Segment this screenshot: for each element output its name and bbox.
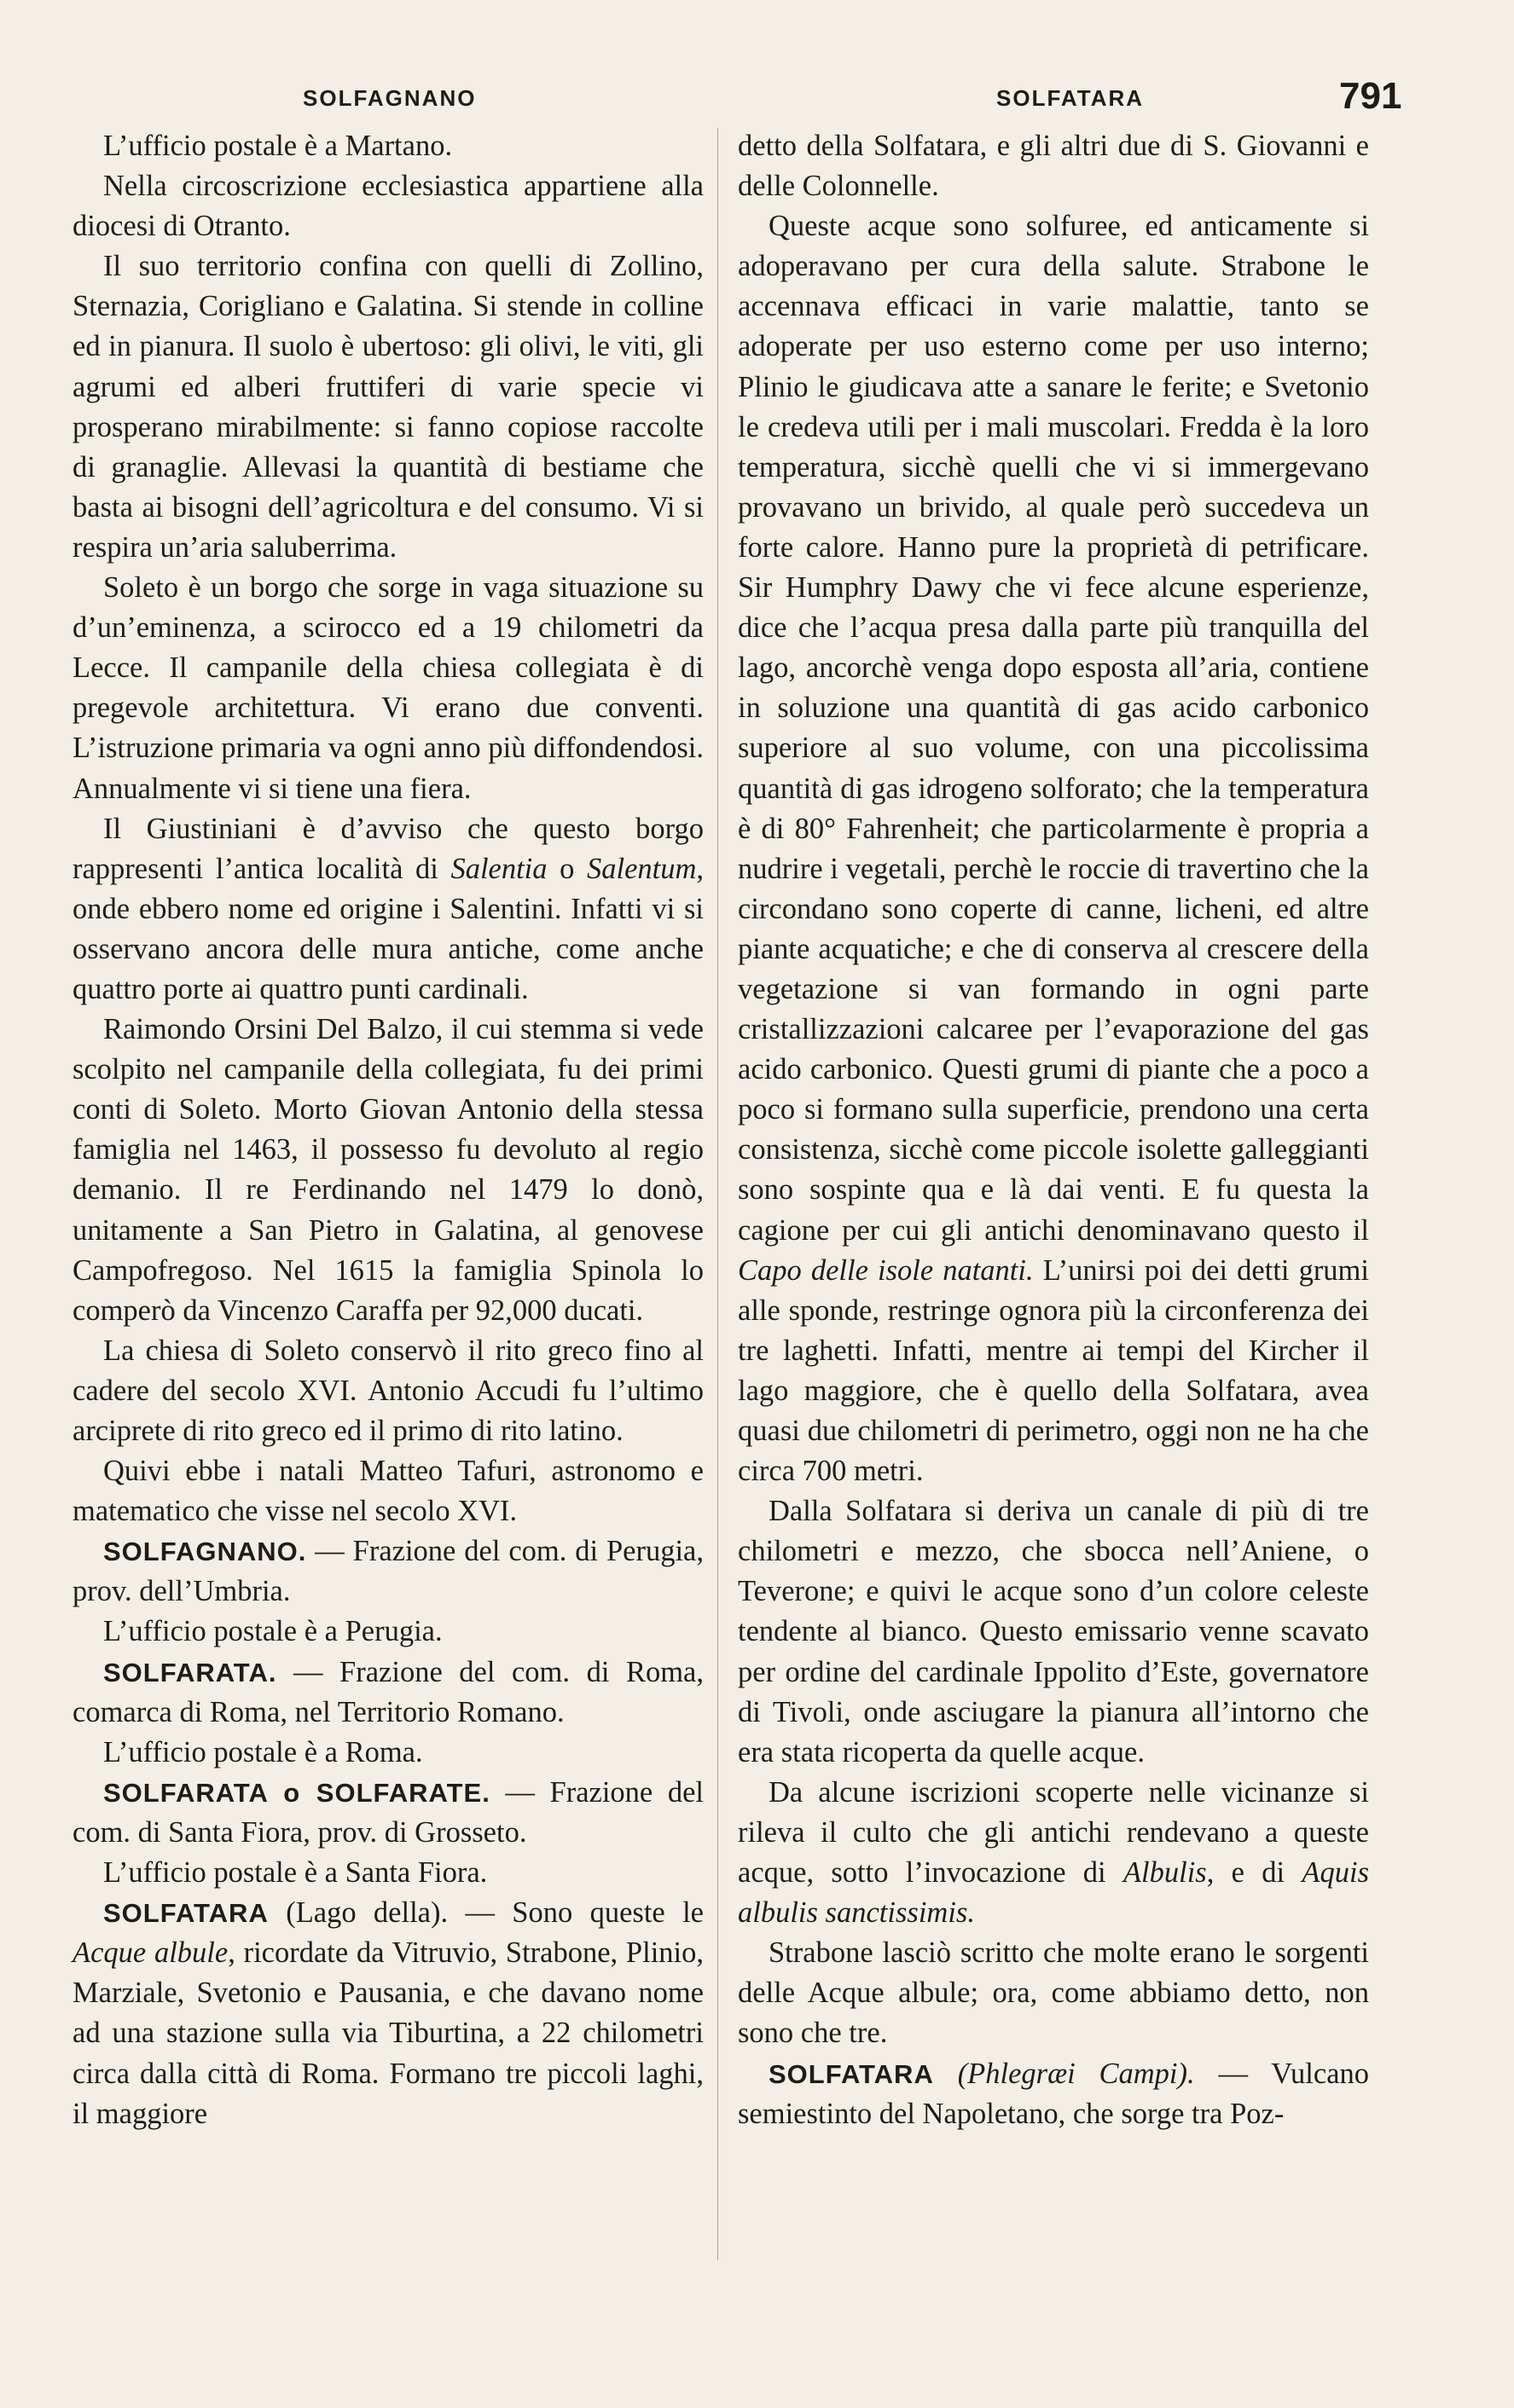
paragraph: L’ufficio postale è a Martano. xyxy=(103,130,453,162)
running-head-right: SOLFATARA xyxy=(996,85,1145,111)
entry-headword: SOLFARATA. xyxy=(103,1657,277,1687)
paragraph xyxy=(73,809,704,1010)
entry-solfagnano xyxy=(73,1531,704,1612)
text-run: , onde ebbero nome ed origine i Salentini. Infatti vi si osservano ancora delle mura antiche, come anche quattro porte ai quattro punti cardinali. xyxy=(73,852,705,1005)
entry-solfarata-solfarate xyxy=(73,1773,704,1853)
paragraph: Soleto è un borgo che sorge in vaga situazione su d’un’eminenza, a scirocco ed a 19 chilometri da Lecce. Il campanile della chiesa collegiata è di pregevole architettura. Vi erano due conventi. L’istruzione primaria va ogni anno più diffondendosi. Annualmente vi si tiene una fiera. xyxy=(73,571,704,805)
paragraph: Nella circoscrizione ecclesiastica appartiene alla diocesi di Otranto. xyxy=(73,170,704,243)
italic-term: Capo delle isole natanti. xyxy=(738,1253,1034,1287)
paragraph: Raimondo Orsini Del Balzo, il cui stemma si vede scolpito nel campanile della collegiata, fu dei primi conti di Soleto. Morto Giovan Antonio della stessa famiglia nel 1463, il possesso fu devoluto al regio demanio. Il re Ferdinando nel 1479 lo donò, unitamente a San Pietro in Galatina, al genovese Campofregoso. Nel 1615 la famiglia Spinola lo comperò da Vincenzo Caraffa per 92,000 ducati. xyxy=(73,1013,704,1327)
entry-text: — Frazione del com. di Perugia, prov. dell’Umbria. xyxy=(73,1535,704,1608)
paragraph: Strabone lasciò scritto che molte erano le sorgenti delle Acque albule; ora, come abbiamo detto, non sono che tre. xyxy=(738,1936,1369,2050)
entry-postal-note: L’ufficio postale è a Roma. xyxy=(103,1735,423,1768)
text-run: Il Giustiniani è d’avviso che questo borgo rappresenti l’antica località di xyxy=(73,812,704,885)
paragraph: Quivi ebbe i natali Matteo Tafuri, astronomo e matematico che visse nel secolo XVI. xyxy=(73,1455,704,1528)
entry-text: — Frazione del com. di Roma, comarca di Roma, nel Territorio Romano. xyxy=(73,1655,704,1728)
italic-term: (Phlegræi Campi). xyxy=(957,2057,1195,2090)
entry-postal-note: L’ufficio postale è a Perugia. xyxy=(103,1615,443,1648)
entry-headword: SOLFATARA xyxy=(103,1898,269,1929)
entry-headword: SOLFAGNANO. xyxy=(103,1537,307,1567)
entry-solfatara-phlegraei xyxy=(738,2054,1369,2134)
italic-term: Aquis albulis sanctissimis. xyxy=(738,1856,1369,1930)
entry-headword: SOLFATARA xyxy=(769,2058,934,2089)
text-run: , e di xyxy=(1206,1856,1302,1890)
right-column xyxy=(738,126,1369,2134)
entry-text: — Frazione del com. di Santa Fiora, prov. di Grosseto. xyxy=(73,1775,704,1849)
entry-text: (Lago della). — Sono queste le xyxy=(268,1896,704,1930)
paragraph: La chiesa di Soleto conservò il rito greco fino al cadere del secolo XVI. Antonio Accudi fu l’ultimo arciprete di rito greco ed il primo di rito latino. xyxy=(73,1334,704,1447)
italic-term: Albulis xyxy=(1122,1856,1207,1890)
entry-postal-note: L’ufficio postale è a Santa Fiora. xyxy=(103,1856,488,1890)
entry-text: — Vulcano semiestinto del Napoletano, che sorge tra Poz- xyxy=(738,2057,1370,2130)
left-column xyxy=(73,126,704,2134)
italic-term: Salentia xyxy=(450,852,548,885)
italic-term: Salentum xyxy=(586,852,697,885)
text-run: Da alcune iscrizioni scoperte nelle vicinanze si rileva il culto che gli antichi rendevano a queste acque, sotto l’invocazione di xyxy=(738,1775,1369,1890)
paragraph: Dalla Solfatara si deriva un canale di più di tre chilometri e mezzo, che sbocca nell’Aniene, o Teverone; e quivi le acque sono d’un colore celeste tendente al bianco. Questo emissario venne scavato per ordine del cardinale Ippolito d’Este, governatore di Tivoli, onde asciugare la pianura all’intorno che era stata ricoperta da quelle acque. xyxy=(738,1495,1369,1768)
paragraph-continued: detto della Solfatara, e gli altri due di S. Giovanni e delle Colonnelle. xyxy=(738,130,1369,203)
entry-headword: SOLFARATA o SOLFARATE. xyxy=(103,1777,490,1808)
page-number: 791 xyxy=(1339,75,1402,117)
text-run: L’unirsi poi dei detti grumi alle sponde, restringe ognora più la circonferenza dei tre laghetti. Infatti, mentre ai tempi del Kircher il lago maggiore, che è quello della Solfatara, avea quasi due chilometri di perimetro, oggi non ne ha che circa 700 metri. xyxy=(738,1253,1369,1488)
text-run: o xyxy=(547,852,587,885)
paragraph xyxy=(738,1773,1369,1933)
text-run: Queste acque sono solfuree, ed anticamente si adoperavano per cura della salute. Strabone le accennava efficaci in varie malattie, tanto se adoperate per uso esterno come per uso interno; Plinio le giudicava atte a sanare le ferite; e Svetonio le credeva utili per i mali muscolari. Fredda è la loro temperatura, sicchè quelli che vi si immergevano provavano un brivido, al quale però succedeva un forte calore. Hanno pure la proprietà di petrificare. Sir Humphry Dawy che vi fece alcune esperienze, dice che l’acqua presa dalla parte più tranquilla del lago, ancorchè venga dopo esposta all’aria, contiene in soluzione una quantità di gas acido carbonico superiore al suo volume, con una piccolissima quantità di gas idrogeno solforato; che la temperatura è di 80° Fahrenheit; che particolarmente è propria a nudrire i vegetali, perchè le roccie di travertino che la circondano sono coperte di canne, licheni, ed altre piante acquatiche; e che di conserva al crescere della vegetazione si van formando in ogni parte cristallizzazioni calcaree per l’evaporazione del gas acido carbonico. Questi grumi di piante che a poco a poco si formano sulla superficie, prendono una certa consistenza, sicchè come piccole isolette galleggianti sono sospinte qua e là dai venti. E fu questa la cagione per cui gli antichi denominavano questo il xyxy=(738,210,1369,1247)
entry-text: , ricordate da Vitruvio, Strabone, Plinio, Marziale, Svetonio e Pausania, e che davano nome ad una stazione sulla via Tiburtina, a 22 chilometri circa dalla città di Roma. Formano tre piccoli laghi, il maggiore xyxy=(73,1936,704,2130)
paragraph: Il suo territorio confina con quelli di Zollino, Sternazia, Corigliano e Galatina. Si stende in colline ed in pianura. Il suolo è ubertoso: gli olivi, le viti, gli agrumi ed alberi fruttiferi di varie specie vi prosperano mirabilmente: si fanno copiose raccolte di granaglie. Allevasi la quantità di bestiame che basta ai bisogni dell’agricoltura e del consumo. Vi si respira un’aria saluberrima. xyxy=(73,250,704,564)
running-head-left: SOLFAGNANO xyxy=(303,85,477,111)
column-divider xyxy=(717,128,718,2260)
italic-term: Acque albule xyxy=(73,1936,229,1970)
paragraph xyxy=(738,206,1369,1491)
entry-solfarata xyxy=(73,1653,704,1733)
entry-solfatara-lago xyxy=(73,1893,704,2134)
